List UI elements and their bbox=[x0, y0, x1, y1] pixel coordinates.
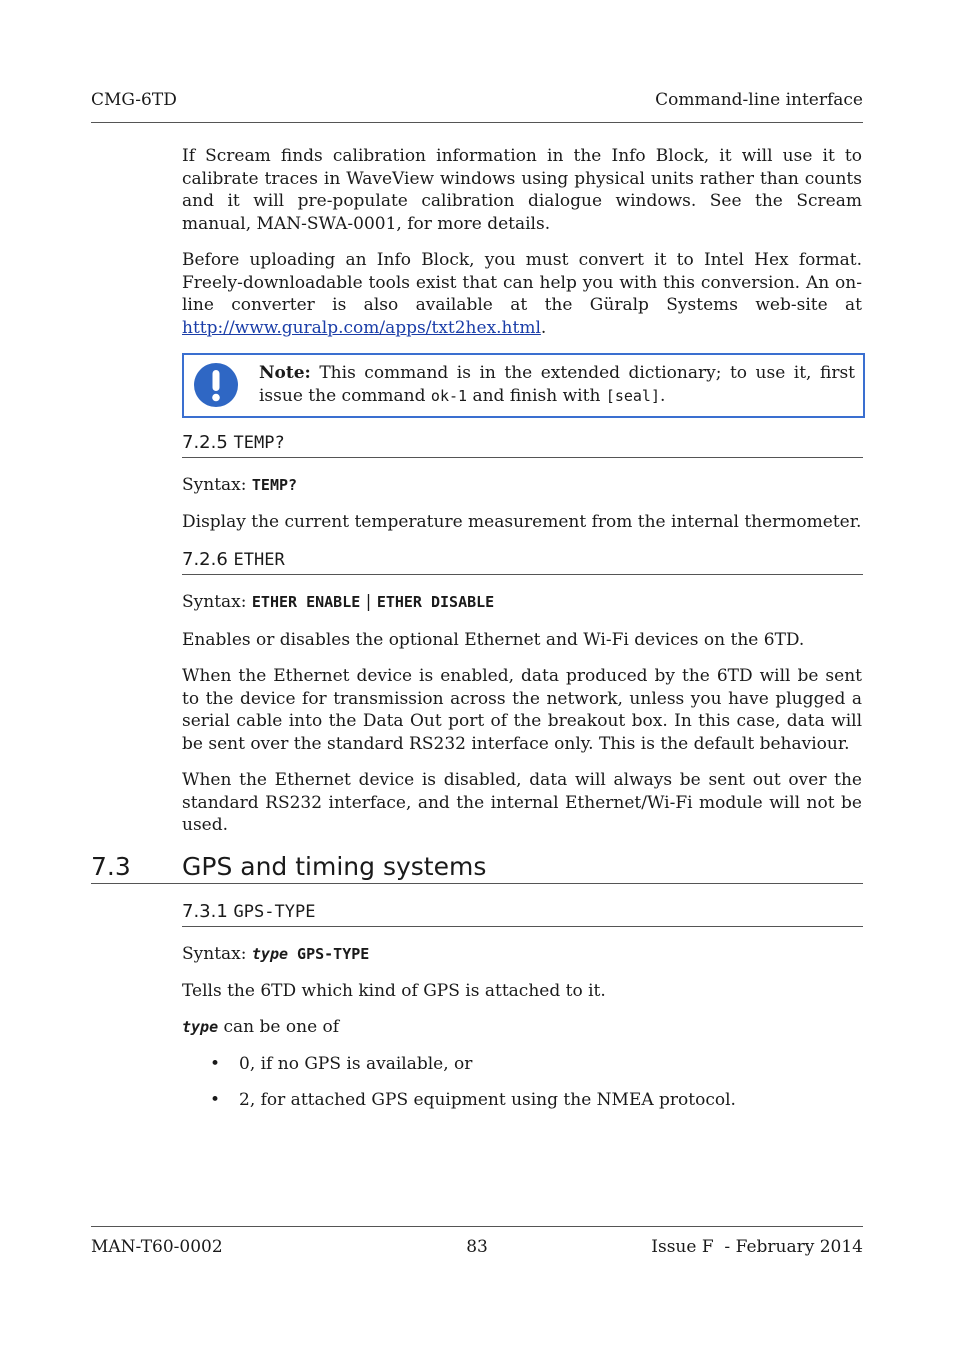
heading-number: 7.3.1 bbox=[182, 901, 228, 922]
paragraph-ether-enabled: When the Ethernet device is enabled, data produced by the 6TD will be sent to the device for transmission across the network, unless you have plugged a serial cable into the Data Out port of the breakout box. In this case, data will be sent over the standard RS232 interface only. This is the default behaviour. bbox=[182, 666, 862, 754]
heading-number: 7.2.6 bbox=[182, 549, 228, 570]
running-header-left: CMG-6TD bbox=[91, 90, 177, 110]
heading-title: GPS and timing systems bbox=[182, 852, 487, 881]
heading-number: 7.3 bbox=[91, 852, 131, 881]
heading-7-3-1 bbox=[182, 901, 863, 927]
type-values-text: can be one of bbox=[218, 1017, 340, 1037]
syntax-command-enable: ETHER ENABLE bbox=[251, 593, 361, 611]
paragraph-calibration: If Scream finds calibration information in the Info Block, it will use it to calibrate traces in WaveView windows using physical units rather than counts and it will pre-populate calibration dialogue windows. See the Scream manual, MAN-SWA-0001, for more details. bbox=[182, 146, 862, 234]
bullet-icon: • bbox=[210, 1090, 221, 1110]
note-label: Note: bbox=[259, 363, 311, 383]
type-argument: type bbox=[182, 1018, 219, 1036]
syntax-temp bbox=[182, 474, 862, 497]
heading-command: GPS-TYPE bbox=[233, 902, 316, 922]
syntax-command: TEMP? bbox=[251, 476, 298, 494]
heading-7-2-6 bbox=[182, 549, 863, 575]
heading-7-2-5 bbox=[182, 432, 863, 458]
heading-7-3 bbox=[91, 852, 863, 884]
note-text bbox=[259, 362, 855, 408]
note-command-ok1: ok-1 bbox=[430, 387, 468, 405]
syntax-command: GPS-TYPE bbox=[288, 945, 370, 963]
footer-rule bbox=[91, 1226, 863, 1227]
paragraph-intel-hex-text: Before uploading an Info Block, you must convert it to Intel Hex format. Freely-downloadable tools exist that can help you with this conversion. An on-line converter is also available at the Güralp Systems web-site at bbox=[182, 250, 862, 315]
note-text-3: . bbox=[659, 386, 666, 406]
paragraph-ether-disabled: When the Ethernet device is disabled, data will always be sent out over the standard RS232 interface, and the internal Ethernet/Wi-Fi module will not be used. bbox=[182, 770, 862, 835]
paragraph-gps-desc: Tells the 6TD which kind of GPS is attached to it. bbox=[182, 981, 606, 1001]
paragraph-end: . bbox=[540, 317, 547, 338]
list-item-text: 0, if no GPS is available, or bbox=[239, 1054, 473, 1074]
note-text-2: and finish with bbox=[467, 386, 606, 406]
list-item-text: 2, for attached GPS equipment using the NMEA protocol. bbox=[239, 1090, 736, 1110]
note-box bbox=[182, 353, 865, 418]
paragraph-type-values bbox=[182, 1016, 862, 1039]
heading-command: ETHER bbox=[233, 550, 285, 570]
note-text-1: This command is in the extended dictionary; to use it, first issue the command bbox=[259, 363, 855, 406]
paragraph-intel-hex bbox=[182, 249, 862, 339]
header-rule bbox=[91, 122, 863, 123]
syntax-command-disable: ETHER DISABLE bbox=[376, 593, 495, 611]
page-number: 83 bbox=[466, 1237, 488, 1257]
syntax-gps-type bbox=[182, 943, 862, 966]
bullet-icon: • bbox=[210, 1054, 221, 1074]
heading-number: 7.2.5 bbox=[182, 432, 228, 453]
note-command-seal: [seal] bbox=[605, 387, 660, 405]
syntax-ether bbox=[182, 591, 862, 614]
running-header-right: Command-line interface bbox=[655, 90, 863, 110]
txt2hex-link[interactable]: http://www.guralp.com/apps/txt2hex.html bbox=[182, 317, 541, 338]
paragraph-temp-desc: Display the current temperature measurement from the internal thermometer. bbox=[182, 512, 862, 532]
exclamation-circle-icon bbox=[194, 363, 238, 407]
footer-document-id: MAN-T60-0002 bbox=[91, 1237, 223, 1257]
syntax-label: Syntax: bbox=[182, 944, 252, 964]
heading-command: TEMP? bbox=[233, 433, 285, 453]
paragraph-ether-summary: Enables or disables the optional Ethernet and Wi-Fi devices on the 6TD. bbox=[182, 630, 805, 650]
syntax-label: Syntax: bbox=[182, 592, 252, 612]
syntax-label: Syntax: bbox=[182, 475, 252, 495]
syntax-argument: type bbox=[251, 945, 289, 963]
footer-issue: Issue F - February 2014 bbox=[651, 1237, 863, 1257]
syntax-separator: | bbox=[360, 592, 377, 612]
